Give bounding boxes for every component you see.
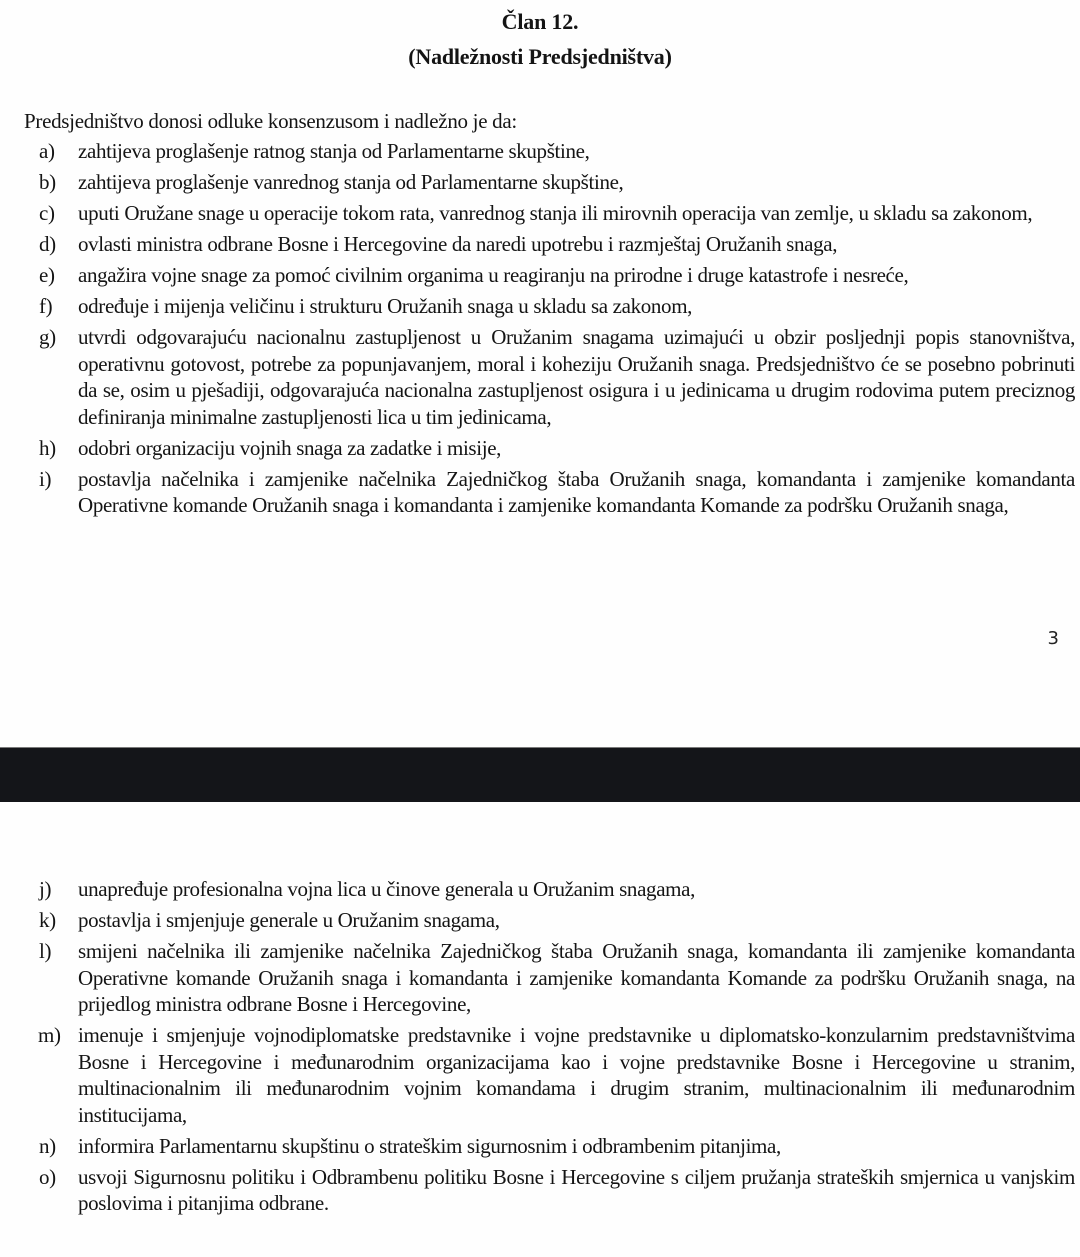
- list-item: [0, 138, 1080, 165]
- list-item-text: zahtijeva proglašenje vanrednog stanja od Parlamentarne skupštine,: [78, 170, 624, 194]
- list-marker: i): [39, 466, 52, 491]
- list-marker: f): [39, 294, 53, 318]
- list-item: [0, 262, 1080, 289]
- list-item: [0, 169, 1080, 196]
- list-item: [0, 466, 1080, 519]
- list-marker: e): [39, 263, 55, 287]
- list-item-text: određuje i mijenja veličinu i strukturu Oružanih snaga u skladu sa zakonom,: [78, 294, 693, 318]
- competences-list-part-2: [0, 876, 1080, 1221]
- list-item: [0, 1133, 1080, 1160]
- list-item-text: smijeni načelnika ili zamjenike načelnika Zajedničkog štaba Oružanih snaga, komandanta ili zamjenike komandanta Operativne komande Oružanih snaga i komandanta i zamjenike komandanta Komande za podršku Oružanih snaga, na prijedlog ministra odbrane Bosne i Hercegovine,: [78, 939, 1075, 1016]
- list-marker: k): [39, 908, 56, 932]
- list-item-text: zahtijeva proglašenje ratnog stanja od Parlamentarne skupštine,: [78, 139, 590, 163]
- list-marker: l): [39, 939, 52, 963]
- list-item-text: postavlja načelnika i zamjenike načelnika Zajedničkog štaba Oružanih snaga, komandanta i zamjenike komandanta Operativne komande Oružanih snaga i komandanta i zamjenike komandanta Komande za podršku Oružanih snaga,: [78, 466, 1075, 517]
- list-item-text: imenuje i smjenjuje vojnodiplomatske predstavnike i vojne predstavnike u diplomatsko-konzularnim predstavništvima Bosne i Hercegovine i međunarodnim organizacijama kao i vojne predstavnike Bosne i Hercegovine u stranim, multinacionalnim ili međunarodnim vojnim komandama i drugim stranim, multinacionalnim ili međunarodnim institucijama,: [78, 1023, 1075, 1127]
- list-marker: n): [39, 1133, 56, 1158]
- list-marker: o): [39, 1164, 56, 1189]
- article-intro: Predsjedništvo donosi odluke konsenzusom i nadležno je da:: [24, 109, 517, 133]
- list-marker: c): [39, 201, 55, 225]
- list-item-text: utvrdi odgovarajuću nacionalnu zastupljenost u Oružanim snagama uzimajući u obzir posljednji popis stanovništva, operativnu gotovost, potrebe za popunjavanjem, moral i koheziju Oružanih snaga. Predsjedništvo će se posebno pobrinuti da se, osim u pješadiji, odgovarajuća nacionalna zastupljenost osigura i u jedinicama u drugim rodovima putem preciznog definiranja minimalne zastupljenosti lica u tim jedinicama,: [78, 325, 1075, 429]
- competences-list-part-1: [0, 138, 1080, 523]
- list-item: [0, 907, 1080, 934]
- list-marker: h): [39, 435, 56, 460]
- list-item-text: odobri organizaciju vojnih snaga za zadatke i misije,: [78, 435, 502, 460]
- document-page-4: [0, 802, 1080, 1257]
- list-item-text: informira Parlamentarnu skupštinu o strateškim sigurnosnim i odbrambenim pitanjima,: [78, 1133, 781, 1158]
- page-number: 3: [1047, 628, 1059, 649]
- list-marker: g): [39, 325, 56, 349]
- article-heading: Član 12.: [501, 9, 579, 34]
- list-item-text: angažira vojne snage za pomoć civilnim organima u reagiranju na prirodne i druge katastrofe i nesreće,: [78, 263, 909, 287]
- list-item-text: unapređuje profesionalna vojna lica u činove generala u Oružanim snagama,: [78, 877, 696, 901]
- list-item: [0, 293, 1080, 320]
- list-item-text: usvoji Sigurnosnu politiku i Odbrambenu politiku Bosne i Hercegovine s ciljem pružanja strateških smjernica u vanjskim poslovima i pitanjima odbrane.: [78, 1164, 1075, 1215]
- list-marker: b): [39, 170, 56, 194]
- list-item: [0, 1022, 1080, 1128]
- list-marker: m): [38, 1023, 61, 1047]
- list-marker: a): [39, 139, 55, 163]
- list-item: [0, 324, 1080, 430]
- article-subheading: (Nadležnosti Predsjedništva): [408, 44, 672, 69]
- list-item: [0, 938, 1080, 1018]
- list-item: [0, 435, 1080, 462]
- list-item: [0, 200, 1080, 227]
- page-separator-bar: [0, 747, 1080, 803]
- list-marker: d): [39, 232, 56, 256]
- list-item: [0, 876, 1080, 903]
- list-item: [0, 231, 1080, 258]
- list-marker: j): [39, 877, 52, 901]
- list-item-text: ovlasti ministra odbrane Bosne i Hercegovine da naredi upotrebu i razmještaj Oružanih snaga,: [78, 232, 838, 256]
- list-item-text: postavlja i smjenjuje generale u Oružanim snagama,: [78, 908, 500, 932]
- list-item: [0, 1164, 1080, 1217]
- list-item-text: uputi Oružane snage u operacije tokom rata, vanrednog stanja ili mirovnih operacija van zemlje, u skladu sa zakonom,: [78, 201, 1033, 225]
